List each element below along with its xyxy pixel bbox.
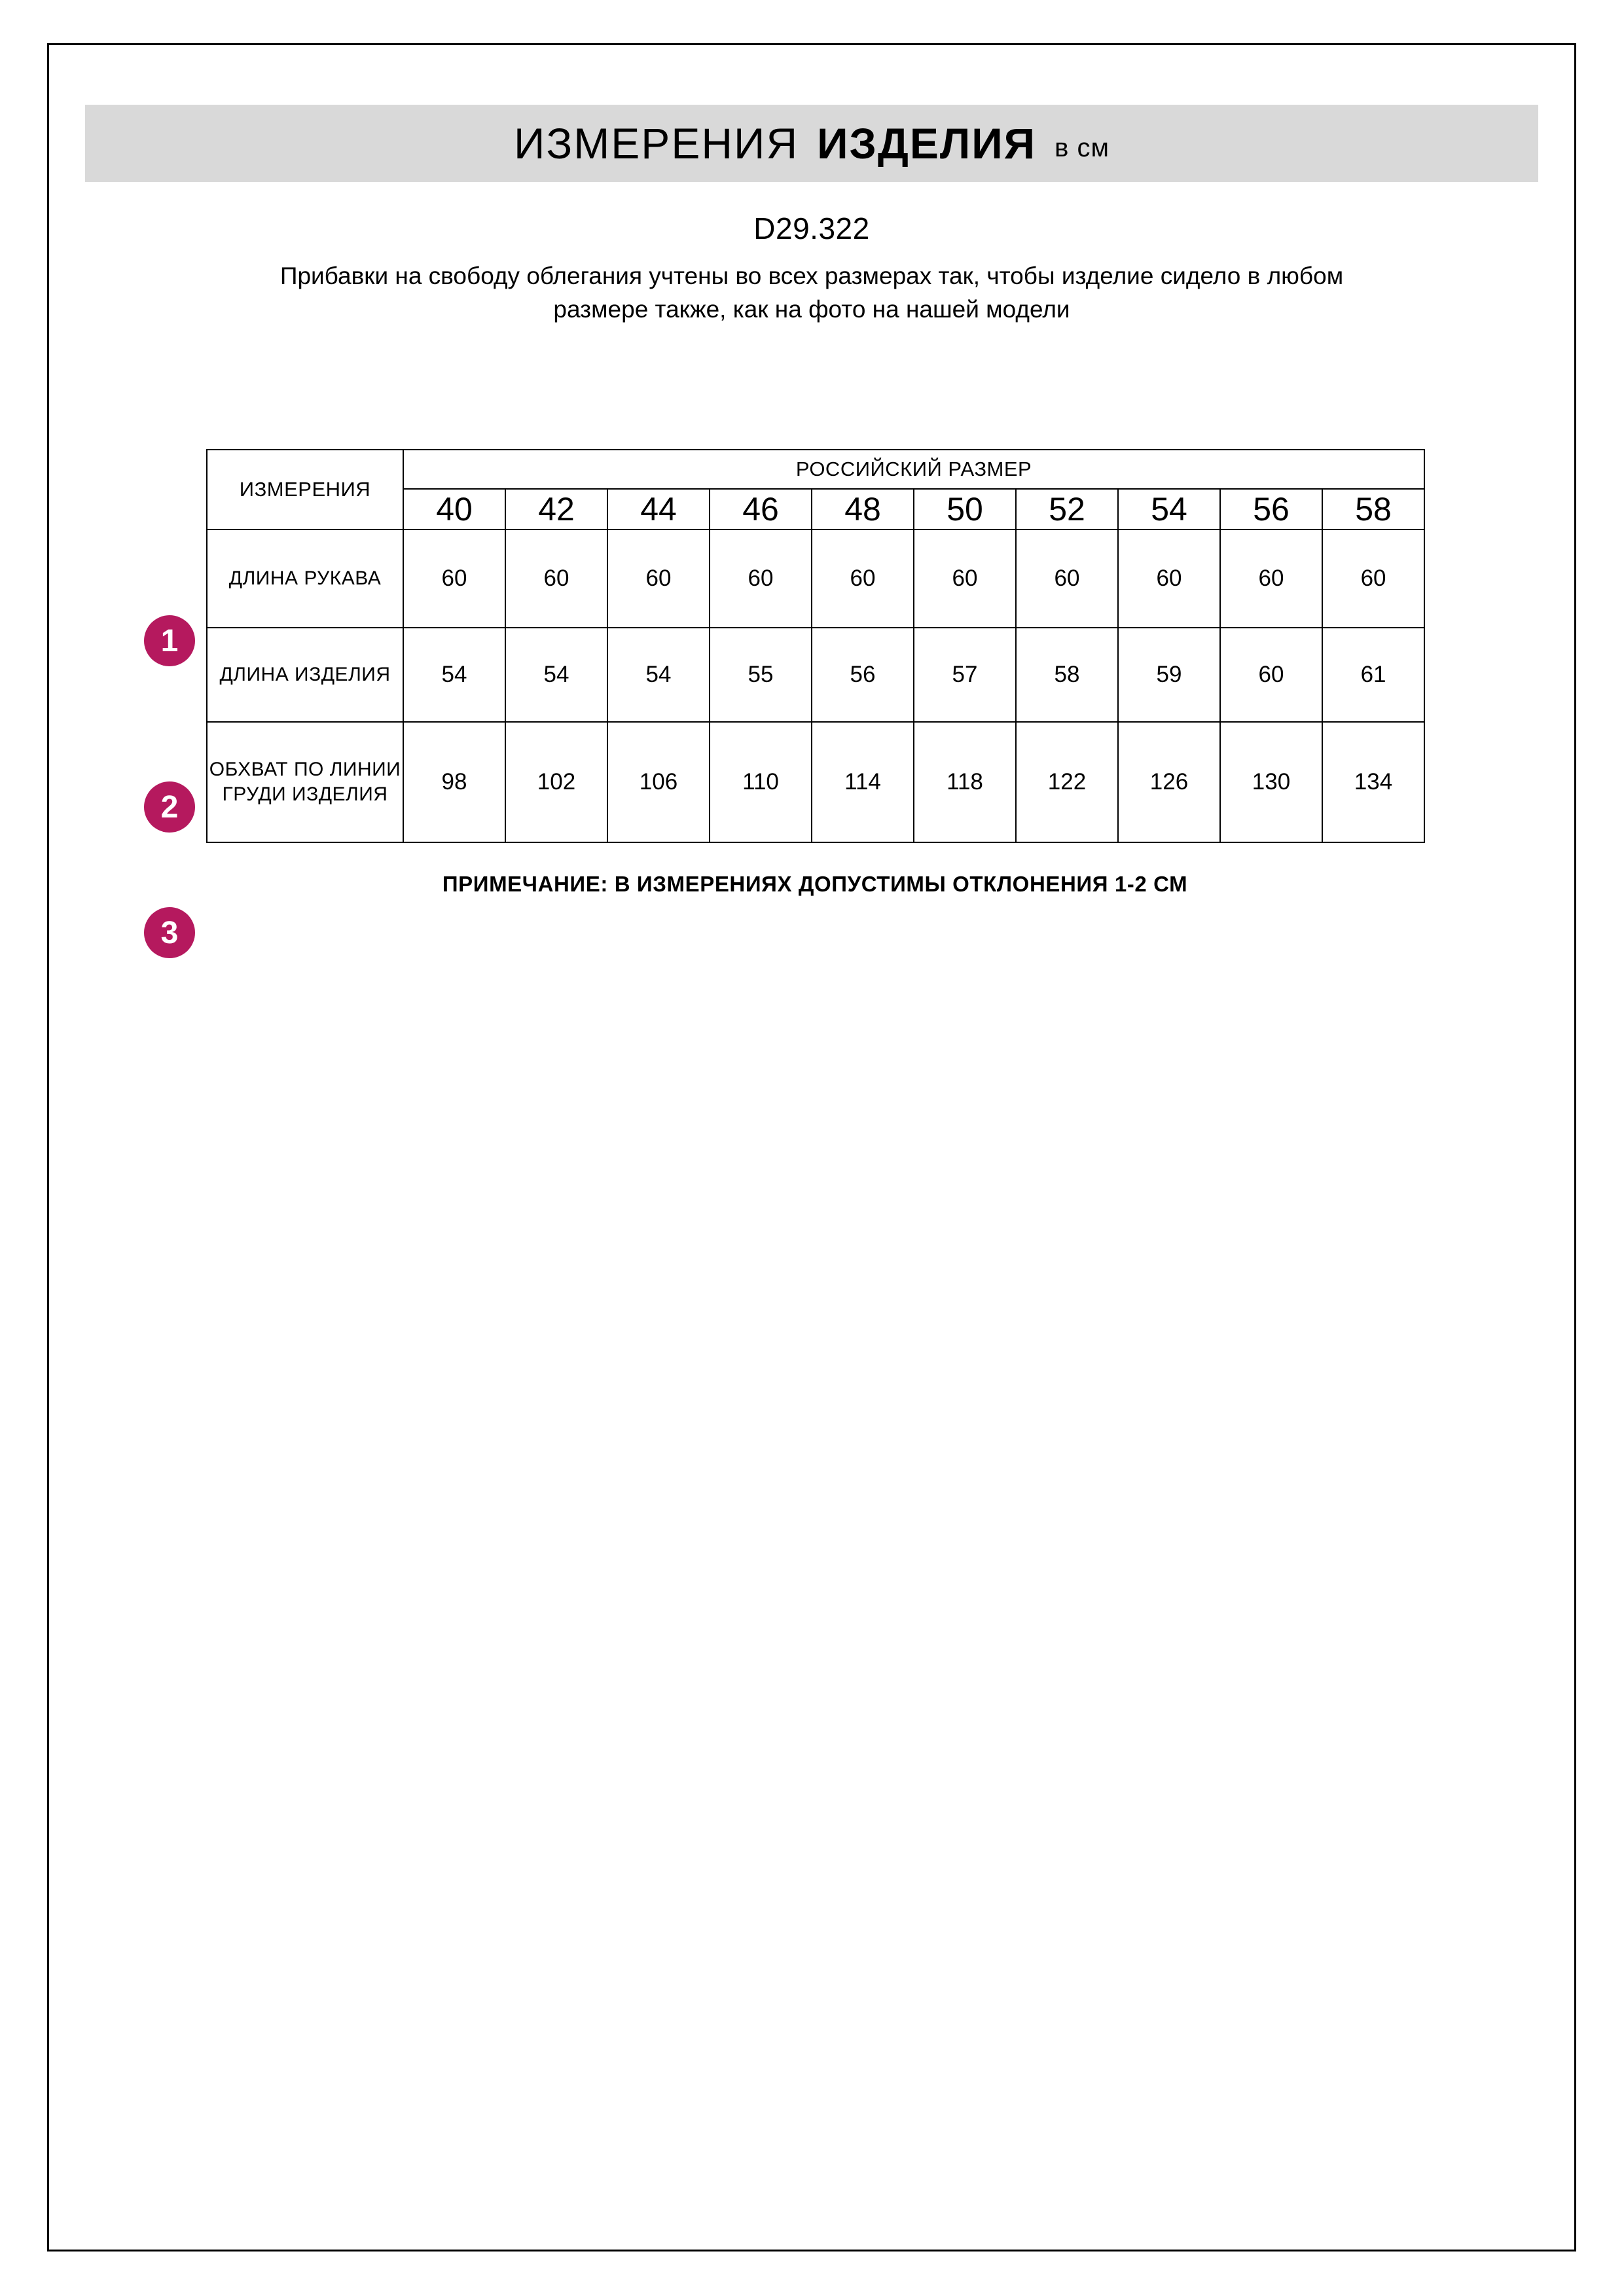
title-unit: в см	[1055, 133, 1110, 162]
table-cell: 60	[812, 529, 914, 628]
table-cell: 54	[607, 628, 710, 722]
size-header-cell: 58	[1322, 489, 1424, 529]
table-cell: 54	[505, 628, 607, 722]
table-cell: 122	[1016, 722, 1118, 842]
table-cell: 102	[505, 722, 607, 842]
table-cell: 55	[710, 628, 812, 722]
size-header-cell: 42	[505, 489, 607, 529]
header-measurements: ИЗМЕРЕНИЯ	[207, 450, 403, 529]
table-cell: 60	[1322, 529, 1424, 628]
table-cell: 60	[607, 529, 710, 628]
table-cell: 110	[710, 722, 812, 842]
table-cell: 61	[1322, 628, 1424, 722]
table-cell: 60	[710, 529, 812, 628]
table-cell: 106	[607, 722, 710, 842]
table-cell: 60	[1220, 529, 1322, 628]
size-header-cell: 54	[1118, 489, 1220, 529]
table-cell: 60	[1016, 529, 1118, 628]
size-header-cell: 56	[1220, 489, 1322, 529]
table-cell: 126	[1118, 722, 1220, 842]
table-cell: 118	[914, 722, 1016, 842]
table-row	[207, 628, 1424, 722]
subtitle-text: Прибавки на свободу облегания учтены во всех размерах так, чтобы изделие сидело в любом размере также, как на фото на нашей модели	[280, 262, 1344, 323]
article-code: D29.322	[753, 211, 870, 245]
table-cell: 60	[1220, 628, 1322, 722]
table-cell: 134	[1322, 722, 1424, 842]
header-russian-size: РОССИЙСКИЙ РАЗМЕР	[403, 450, 1424, 489]
row-label-sleeve-length: ДЛИНА РУКАВА	[207, 529, 403, 628]
table-cell: 60	[505, 529, 607, 628]
table-row-group-header	[207, 450, 1424, 489]
table-cell: 60	[1118, 529, 1220, 628]
row-label-chest-girth: ОБХВАТ ПО ЛИНИИ ГРУДИ ИЗДЕЛИЯ	[207, 722, 403, 842]
table-cell: 98	[403, 722, 505, 842]
table-cell: 130	[1220, 722, 1322, 842]
size-header-cell: 40	[403, 489, 505, 529]
table-cell: 58	[1016, 628, 1118, 722]
table-cell: 60	[914, 529, 1016, 628]
table-row	[207, 722, 1424, 842]
size-header-cell: 48	[812, 489, 914, 529]
table-cell: 54	[403, 628, 505, 722]
row-label-product-length: ДЛИНА ИЗДЕЛИЯ	[207, 628, 403, 722]
bullet-1: 1	[144, 615, 195, 666]
table-cell: 59	[1118, 628, 1220, 722]
size-header-cell: 44	[607, 489, 710, 529]
title-measurements: ИЗМЕРЕНИЯ	[514, 119, 799, 168]
bullet-3: 3	[144, 907, 195, 958]
table-cell: 56	[812, 628, 914, 722]
table-cell: 57	[914, 628, 1016, 722]
size-header-cell: 52	[1016, 489, 1118, 529]
table-cell: 60	[403, 529, 505, 628]
size-header-cell: 46	[710, 489, 812, 529]
title-product: ИЗДЕЛИЯ	[817, 119, 1037, 168]
table-cell: 114	[812, 722, 914, 842]
bullet-2: 2	[144, 781, 195, 833]
title-band	[85, 105, 1538, 182]
document-content	[85, 105, 1538, 950]
table-row	[207, 529, 1424, 628]
note-text: ПРИМЕЧАНИЕ: В ИЗМЕРЕНИЯХ ДОПУСТИМЫ ОТКЛОНЕНИЯ 1-2 СМ	[442, 872, 1188, 897]
size-header-cell: 50	[914, 489, 1016, 529]
size-table	[206, 449, 1425, 843]
